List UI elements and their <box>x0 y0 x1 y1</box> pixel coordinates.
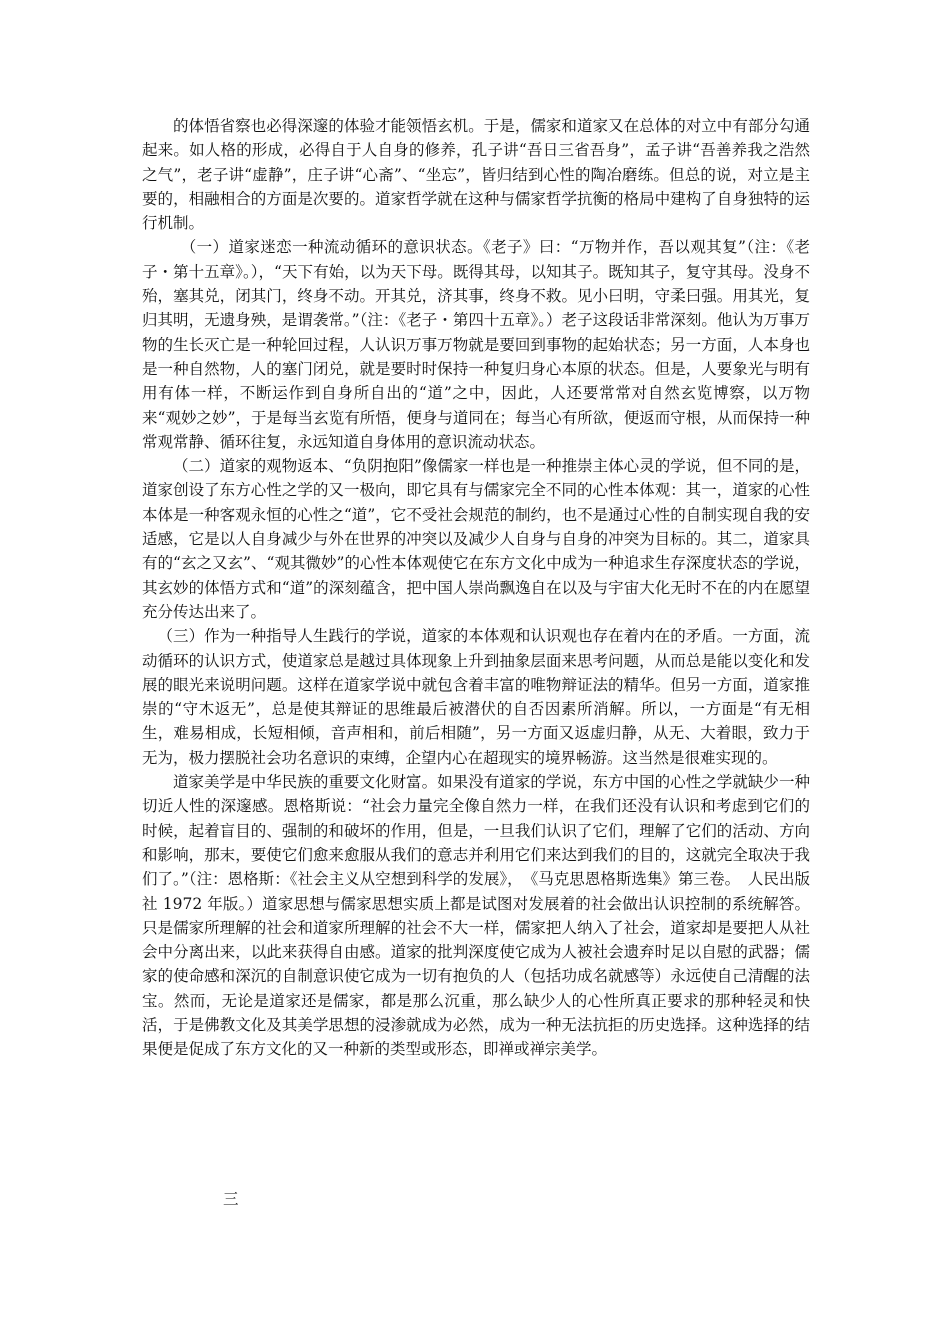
paragraph-conclusion: 道家美学是中华民族的重要文化财富。如果没有道家的学说，东方中国的心性之学就缺少一种切近人性的深邃感。恩格斯说：“社会力量完全像自然力一样，在我们还没有认识和考虑到它们的时候，起着盲目的、强制的和破坏的作用，但是，一旦我们认识了它们，理解了它们的活动、方向和影响，那末，要使它们愈来愈服从我们的意志并利用它们来达到我们的目的，这就完全取决于我们了。”（注：恩格斯：《社会主义从空想到科学的发展》， 《马克思恩格斯选集》第三卷。 人民出版社 1972 年版。）道家思想与儒家思想实质上都是试图对发展着的社会做出认识控制的系统解答。只是儒家所理解的社会和道家所理解的社会不大一样，儒家把人纳入了社会，道家却是要把人从社会中分离出来，以此来获得自由感。道家的批判深度使它成为人被社会遗弃时足以自慰的武器；儒家的使命感和深沉的自制意识使它成为一切有抱负的人（包括功成名就感等）永远使自己清醒的法宝。然而，无论是道家还是儒家，都是那么沉重，那么缺少人的心性所真正要求的那种轻灵和快活，于是佛教文化及其美学思想的浸渗就成为必然，成为一种无法抗拒的历史选择。这种选择的结果便是促成了东方文化的又一种新的类型或形态，即禅或禅宗美学。 <box>142 773 810 1059</box>
document-body <box>142 114 810 1062</box>
paragraph-point-two: （二）道家的观物返本、“负阴抱阳”像儒家一样也是一种推崇主体心灵的学说，但不同的是，道家创设了东方心性之学的又一极向，即它具有与儒家完全不同的心性本体观：其一，道家的心性本体是一种客观永恒的心性之“道”，它不受社会规范的制约，也不是通过心性的自制实现自我的安适感，它是以人自身减少与外在世界的冲突以及减少人自身与自身的冲突为目标的。其二，道家具有的“玄之又玄”、“观其微妙”的心性本体观使它在东方文化中成为一种追求生存深度状态的学说，其玄妙的体悟方式和“道”的深刻蕴含，把中国人崇尚飘逸自在以及与宇宙大化无时不在的内在愿望充分传达出来了。 <box>142 457 810 621</box>
paragraph-point-one: （一）道家迷恋一种流动循环的意识状态。《老子》曰：“万物并作，吾以观其复”（注：《老子・第十五章》。），“天下有始，以为天下母。既得其母，以知其子。既知其子，复守其母。没身不殆，塞其兑，闭其门，终身不动。开其兑，济其事，终身不救。见小曰明，守柔曰强。用其光，复归其明，无遗身殃，是谓袭常。”（注：《老子・第四十五章》。）老子这段话非常深刻。他认为万事万物的生长灭亡是一种轮回过程，人认识万事万物就是要回到事物的起始状态；另一方面，人本身也是一种自然物，人的塞门闭兑，就是要时时保持一种复归身心本原的状态。但是，人要象光与明有用有体一样，不断运作到自身所自出的“道”之中，因此，人还要常常对自然玄览博察，以万物来“观妙之妙”，于是每当玄览有所悟，便身与道同在；每当心有所欲，便返而守根，从而保持一种常观常静、循环往复，永远知道自身体用的意识流动状态。 <box>142 238 810 451</box>
paragraph-intro: 的体悟省察也必得深邃的体验才能领悟玄机。于是，儒家和道家又在总体的对立中有部分勾通起来。如人格的形成，必得自于人自身的修养，孔子讲“吾日三省吾身”，孟子讲“吾善养我之浩然之气”，老子讲“虚静”，庄子讲“心斋”、“坐忘”，皆归结到心性的陶冶磨练。但总的说，对立是主要的，相融相合的方面是次要的。道家哲学就在这种与儒家哲学抗衡的格局中建构了自身独特的运行机制。 <box>142 117 810 233</box>
section-heading-number: 三 <box>223 1190 239 1208</box>
paragraph-point-three: （三）作为一种指导人生践行的学说，道家的本体观和认识观也存在着内在的矛盾。一方面，流动循环的认识方式，使道家总是越过具体现象上升到抽象层面来思考问题，从而总是能以变化和发展的眼光来说明问题。这样在道家学说中就包含着丰富的唯物辩证法的精华。但另一方面，道家推崇的“守木返无”，总是使其辩证的思维最后被潜伏的自否因素所消解。所以，一方面是“有无相生，难易相成，长短相倾，音声相和，前后相随”，另一方面又返虚归静，从无、大着眼，致力于无为，极力摆脱社会功名意识的束缚，企望内心在超现实的境界畅游。这当然是很难实现的。 <box>142 627 810 767</box>
